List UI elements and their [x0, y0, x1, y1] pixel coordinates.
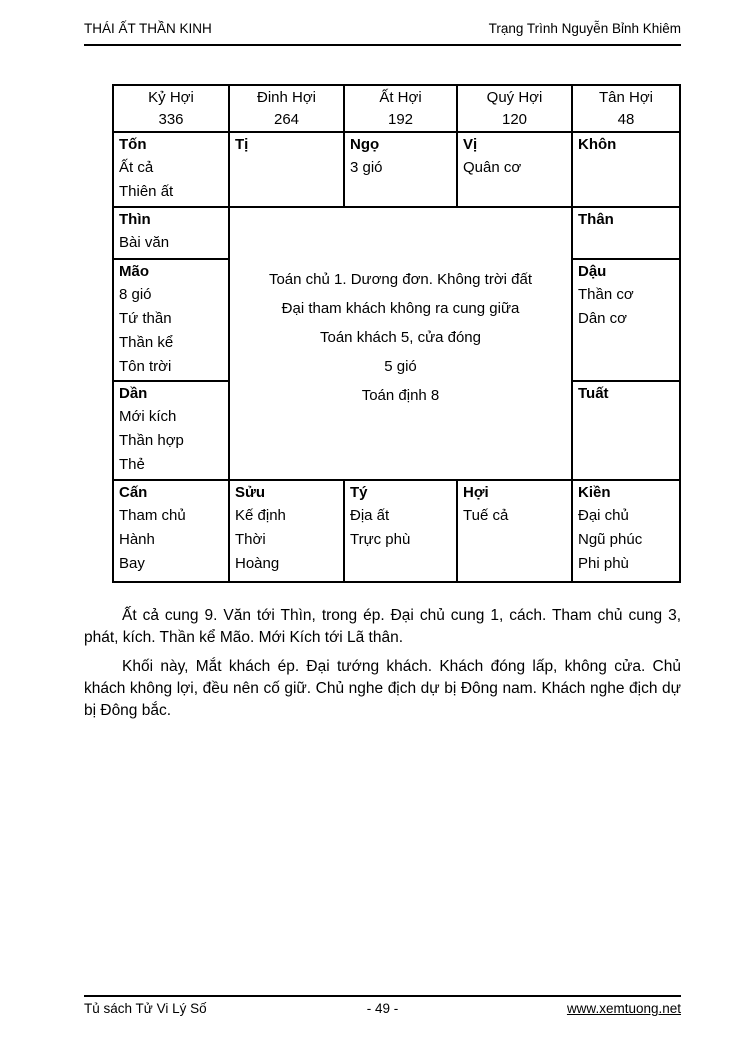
cell-line: Trực phù: [350, 531, 411, 548]
commentary-paragraph-2: Khối này, Mắt khách ép. Đại tướng khách. Khách đóng lấp, không cửa. Chủ khách không lợi, đều nên cố giữ. Chủ nghe địch dự bị Đông nam. Khách nghe địch dự bị Đông bắc.: [84, 658, 681, 719]
commentary-section: [84, 605, 681, 729]
year-number: 264: [273, 111, 300, 128]
year-name: Đinh Hợi: [256, 89, 317, 106]
cell-line: Kế định: [235, 507, 286, 524]
cell-hoi: [458, 481, 573, 583]
cell-line: Thần cơ: [578, 286, 634, 303]
cell-line: Ngũ phúc: [578, 531, 643, 548]
footer-series-title: Tủ sách Tử Vi Lý Số: [84, 1001, 207, 1016]
summary-line: Toán định 8: [361, 386, 440, 404]
year-name: Ất Hợi: [379, 89, 422, 106]
branch-label: Vị: [463, 136, 478, 153]
cell-line: 3 gió: [350, 159, 383, 176]
branch-label: Hợi: [463, 484, 489, 501]
footer-right-slot: [398, 1001, 681, 1016]
cell-line: Thẻ: [119, 456, 145, 473]
cell-line: Tham chủ: [119, 507, 186, 524]
header-rule: [84, 44, 681, 46]
branch-label: Mão: [119, 263, 149, 280]
page-footer: [84, 995, 681, 1016]
branch-label: Tuất: [578, 385, 609, 402]
branch-label: Tý: [350, 484, 368, 501]
cell-line: Dân cơ: [578, 310, 628, 327]
book-title: THÁI ẤT THẦN KINH: [84, 21, 212, 36]
cell-line: Tuế cả: [463, 507, 509, 524]
branch-label: Tị: [235, 136, 249, 153]
cell-line: Tứ thần: [119, 310, 172, 327]
footer-website-link[interactable]: www.xemtuong.net: [566, 1001, 681, 1016]
branch-label: Ngọ: [350, 136, 380, 153]
cell-line: Đại chủ: [578, 507, 629, 524]
cell-line: Thần kể: [119, 334, 174, 351]
cell-than: [573, 208, 681, 260]
year-number: 48: [617, 111, 635, 128]
cell-dan: [114, 382, 230, 481]
branch-label: Thân: [578, 211, 614, 228]
cell-line: Tôn trời: [119, 358, 172, 375]
cell-suu: [230, 481, 345, 583]
cell-kien: [573, 481, 681, 583]
year-number: 192: [387, 111, 414, 128]
cell-line: Phi phù: [578, 555, 629, 572]
cell-line: Hành: [119, 531, 155, 548]
branch-label: Sửu: [235, 484, 266, 501]
year-cell-at-hoi: [345, 86, 458, 133]
year-cell-dinh-hoi: [230, 86, 345, 133]
commentary-paragraph-1: Ất cả cung 9. Văn tới Thìn, trong ép. Đại chủ cung 1, cách. Tham chủ cung 3, phát, kích. Thần kể Mão. Mới Kích tới Lã thân.: [84, 607, 681, 646]
summary-line: Toán chủ 1. Dương đơn. Không trời đất: [268, 270, 533, 288]
year-cell-ky-hoi: [114, 86, 230, 133]
branch-label: Cấn: [119, 484, 148, 501]
year-name: Kỷ Hợi: [148, 89, 194, 106]
year-cell-quy-hoi: [458, 86, 573, 133]
branch-label: Thìn: [119, 211, 151, 228]
cell-can: [114, 481, 230, 583]
cell-line: Mới kích: [119, 408, 177, 425]
page-header: [84, 21, 681, 36]
cell-line: Thời: [235, 531, 266, 548]
cell-ngo: [345, 133, 458, 208]
summary-line: Toán khách 5, cửa đóng: [320, 328, 481, 346]
cell-dau: [573, 260, 681, 382]
cell-ton: [114, 133, 230, 208]
cell-line: Bài văn: [119, 234, 170, 251]
cell-khon: [573, 133, 681, 208]
cell-line: Ất cả: [119, 159, 154, 176]
year-name: Tân Hợi: [598, 89, 654, 106]
cell-line: Bay: [119, 555, 145, 572]
footer-page-number: - 49 -: [366, 1001, 399, 1016]
branch-label: Tốn: [119, 136, 147, 153]
thai-at-chart: [112, 84, 681, 583]
cell-ty: [345, 481, 458, 583]
year-name: Quý Hợi: [486, 89, 543, 106]
cell-line: Quân cơ: [463, 159, 522, 176]
branch-label: Khôn: [578, 136, 617, 153]
year-number: 336: [158, 111, 184, 128]
summary-line: 5 gió: [384, 357, 417, 375]
cell-line: Thiên ất: [119, 183, 174, 200]
branch-label: Dậu: [578, 263, 607, 280]
center-summary-cell: [230, 208, 573, 481]
year-cell-tan-hoi: [573, 86, 681, 133]
cell-tuat: [573, 382, 681, 481]
summary-line: Đại tham khách không ra cung giữa: [281, 299, 520, 317]
cell-mao: [114, 260, 230, 382]
cell-ti: [230, 133, 345, 208]
author-name: Trạng Trình Nguyễn Bỉnh Khiêm: [488, 21, 681, 36]
cell-line: 8 gió: [119, 286, 152, 303]
cell-thin: [114, 208, 230, 260]
cell-line: Thần hợp: [119, 432, 184, 449]
cell-line: Địa ất: [350, 507, 390, 524]
branch-label: Kiền: [578, 484, 611, 501]
cell-vi: [458, 133, 573, 208]
cell-line: Hoàng: [235, 555, 280, 572]
year-number: 120: [501, 111, 528, 128]
branch-label: Dần: [119, 385, 148, 402]
